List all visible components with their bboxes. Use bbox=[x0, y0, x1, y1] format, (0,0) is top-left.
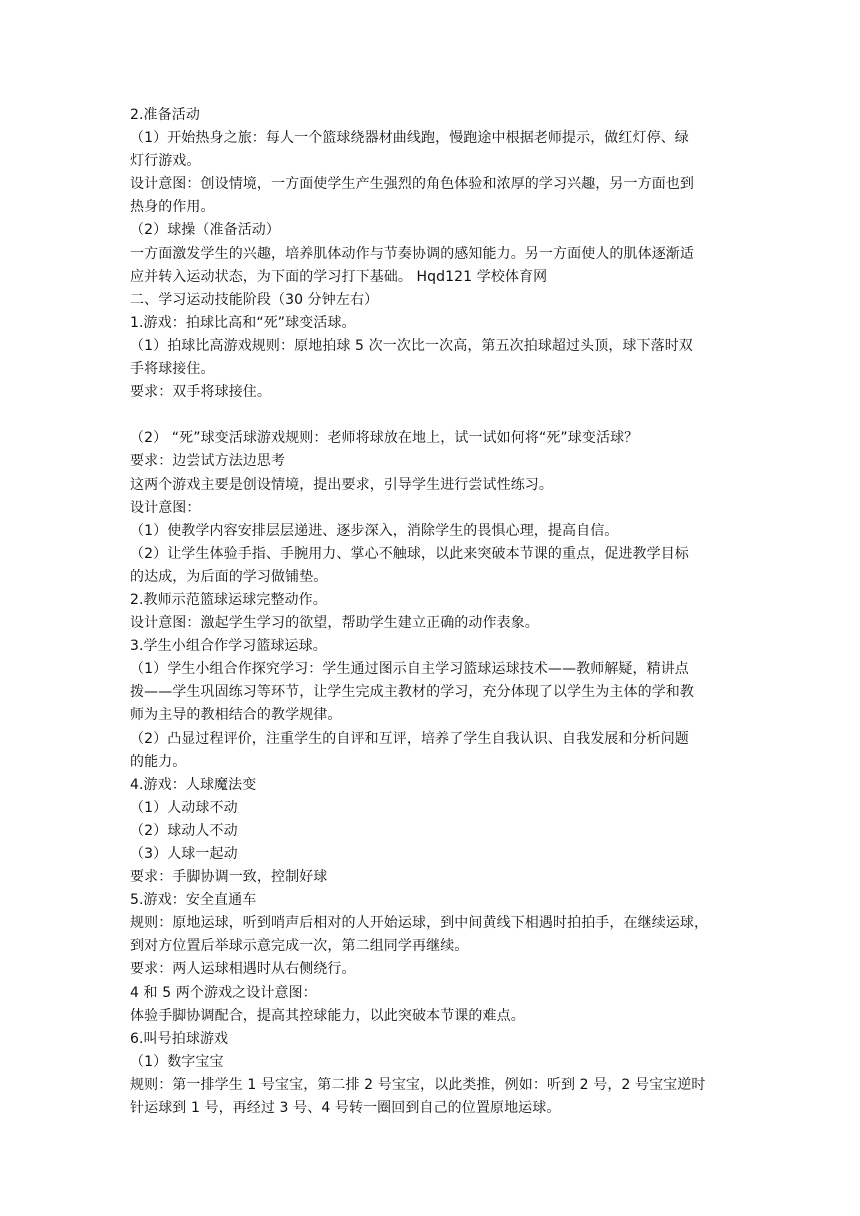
text-line: 5.游戏：安全直通车 bbox=[130, 892, 257, 909]
text-line: （1）开始热身之旅：每人一个篮球绕器材曲线跑，慢跑途中根据老师提示，做红灯停、绿 bbox=[130, 130, 689, 147]
document-body bbox=[130, 104, 735, 1120]
text-line: 热身的作用。 bbox=[130, 199, 215, 216]
text-line: 设计意图：创设情境，一方面使学生产生强烈的角色体验和浓厚的学习兴趣，另一方面也到 bbox=[130, 176, 694, 193]
text-line: （2） “死”球变活球游戏规则：老师将球放在地上，试一试如何将“死”球变活球？ bbox=[130, 430, 639, 447]
text-line: 二、学习运动技能阶段（30 分钟左右） bbox=[130, 291, 379, 308]
blank-line bbox=[130, 404, 735, 427]
text-line: 1.游戏：拍球比高和“死”球变活球。 bbox=[130, 314, 356, 331]
text-line: 这两个游戏主要是创设情境，提出要求，引导学生进行尝试性练习。 bbox=[130, 476, 553, 493]
text-line: 要求：手脚协调一致，控制好球 bbox=[130, 869, 328, 886]
text-line: 一方面激发学生的兴趣，培养肌体动作与节奏协调的感知能力。另一方面使人的肌体逐渐适 bbox=[130, 245, 694, 262]
text-line: （2）让学生体验手指、手腕用力、掌心不触球，以此来突破本节课的重点，促进教学目标 bbox=[130, 545, 689, 562]
text-line: 2.教师示范篮球运球完整动作。 bbox=[130, 591, 327, 608]
text-line: 针运球到 1 号，再经过 3 号、4 号转一圈回到自己的位置原地运球。 bbox=[130, 1100, 561, 1117]
text-line: 3.学生小组合作学习篮球运球。 bbox=[130, 638, 327, 655]
text-line: 的能力。 bbox=[130, 753, 187, 770]
text-line: 应并转入运动状态，为下面的学习打下基础。 Hqd121 学校体育网 bbox=[130, 268, 548, 285]
text-line: 要求：两人运球相遇时从右侧绕行。 bbox=[130, 961, 356, 978]
text-line: （2）球动人不动 bbox=[130, 822, 238, 839]
text-line: 6.叫号拍球游戏 bbox=[130, 1030, 229, 1047]
text-line: （1）拍球比高游戏规则：原地拍球 5 次一次比一次高，第五次拍球超过头顶，球下落时双 bbox=[130, 337, 693, 354]
text-line: 4 和 5 两个游戏之设计意图： bbox=[130, 984, 317, 1001]
text-line: （2）凸显过程评价，注重学生的自评和互评，培养了学生自我认识、自我发展和分析问题 bbox=[130, 730, 689, 747]
text-line: 要求：双手将球接住。 bbox=[130, 384, 271, 401]
text-line: 拨——学生巩固练习等环节，让学生完成主教材的学习，充分体现了以学生为主体的学和教 bbox=[130, 684, 694, 701]
text-line: 4.游戏：人球魔法变 bbox=[130, 776, 257, 793]
text-line: （3）人球一起动 bbox=[130, 846, 238, 862]
text-line: 灯行游戏。 bbox=[130, 153, 201, 170]
text-line: 到对方位置后举球示意完成一次，第二组同学再继续。 bbox=[130, 938, 469, 955]
text-line: 要求：边尝试方法边思考 bbox=[130, 453, 286, 470]
text-line: 规则：第一排学生 1 号宝宝，第二排 2 号宝宝，以此类推，例如：听到 2 号，2 号宝宝逆时 bbox=[130, 1076, 706, 1093]
text-line: 体验手脚协调配合，提高其控球能力，以此突破本节课的难点。 bbox=[130, 1007, 525, 1024]
text-line: 的达成，为后面的学习做铺垫。 bbox=[130, 568, 328, 585]
text-line: （1）使教学内容安排层层递进、逐步深入，消除学生的畏惧心理，提高自信。 bbox=[130, 522, 619, 539]
text-line: 规则：原地运球，听到哨声后相对的人开始运球，到中间黄线下相遇时拍拍手，在继续运球， bbox=[130, 915, 709, 932]
text-line: （2）球操（准备活动） bbox=[130, 222, 281, 239]
text-line: （1）学生小组合作探究学习：学生通过图示自主学习篮球运球技术——教师解疑，精讲点 bbox=[130, 661, 689, 678]
text-line: 2.准备活动 bbox=[130, 107, 200, 123]
text-line: 师为主导的教相结合的教学规律。 bbox=[130, 707, 342, 724]
text-line: 设计意图： bbox=[130, 499, 201, 516]
text-line: 设计意图：激起学生学习的欲望，帮助学生建立正确的动作表象。 bbox=[130, 615, 539, 632]
text-line: （1）数字宝宝 bbox=[130, 1053, 224, 1070]
text-line: （1）人动球不动 bbox=[130, 799, 238, 816]
text-line: 手将球接住。 bbox=[130, 361, 215, 378]
